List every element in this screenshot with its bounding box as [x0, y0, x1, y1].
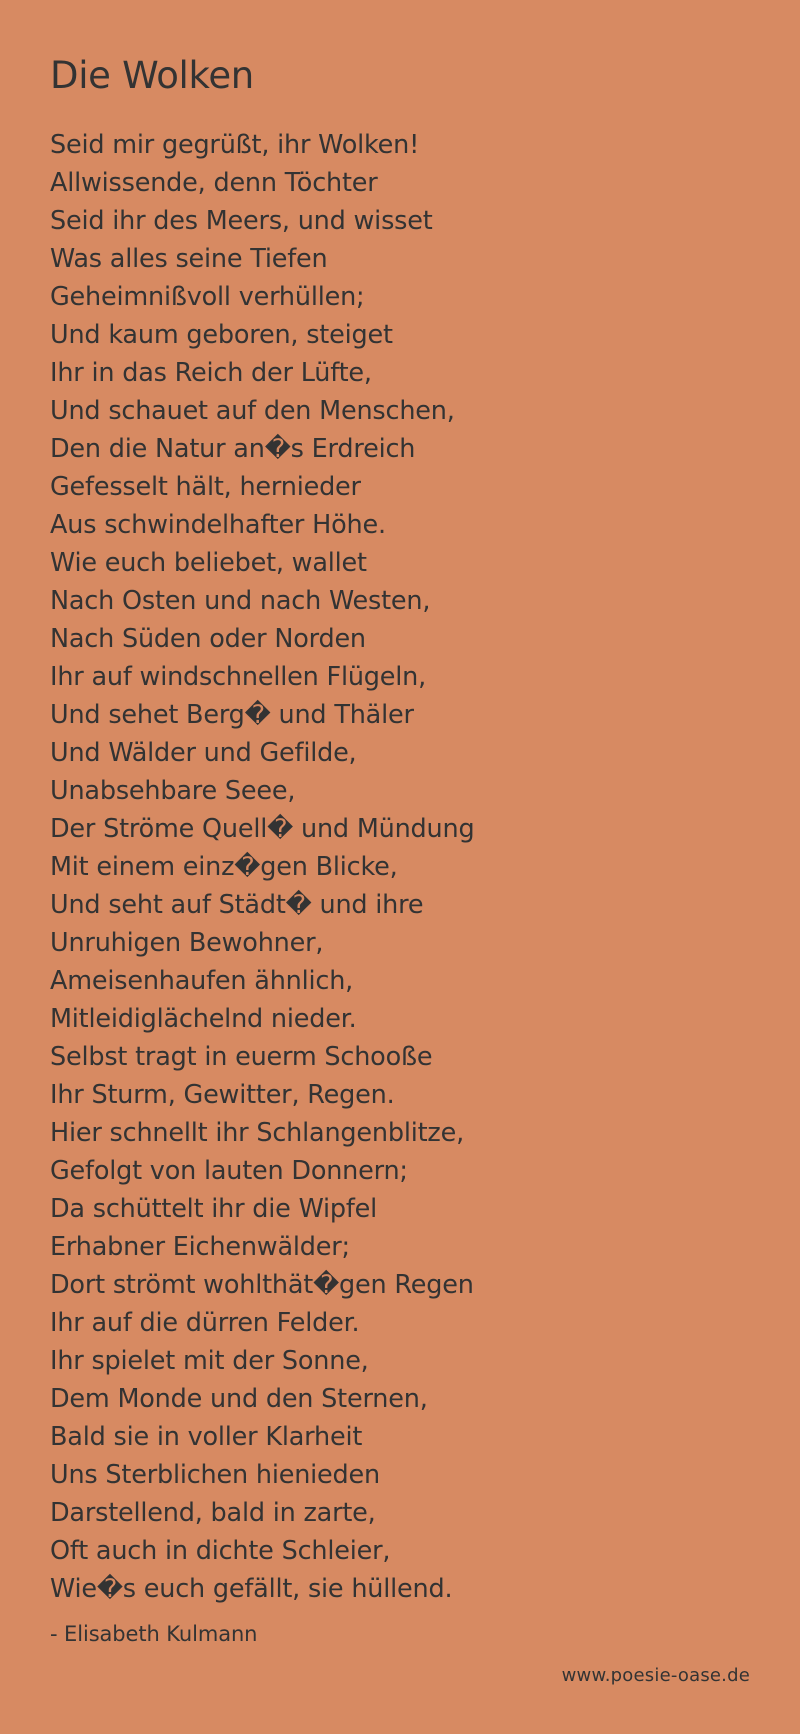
poem-line: Ihr spielet mit der Sonne, — [50, 1346, 369, 1376]
poem-line: Und sehet Berg� und Thäler — [50, 700, 414, 730]
poem-line: Und Wälder und Gefilde, — [50, 738, 357, 768]
poem-line: Und kaum geboren, steiget — [50, 320, 393, 350]
poem-author: - Elisabeth Kulmann — [50, 1622, 258, 1646]
poem-line: Ihr auf windschnellen Flügeln, — [50, 662, 427, 692]
poem-line: Allwissende, denn Töchter — [50, 168, 378, 198]
poem-line: Hier schnellt ihr Schlangenblitze, — [50, 1118, 464, 1148]
poem-line: Selbst tragt in euerm Schooße — [50, 1042, 433, 1072]
poem-lines — [50, 126, 750, 1608]
poem-line: Mitleidiglächelnd nieder. — [50, 1004, 357, 1034]
poem-line: Seid ihr des Meers, und wisset — [50, 206, 433, 236]
poem-line: Seid mir gegrüßt, ihr Wolken! — [50, 130, 420, 160]
poem-line: Unruhigen Bewohner, — [50, 928, 324, 958]
poem-line: Bald sie in voller Klarheit — [50, 1422, 363, 1452]
poem-title: Die Wolken — [50, 54, 254, 97]
poem-line: Den die Natur an�s Erdreich — [50, 434, 416, 464]
poem-line: Wie euch beliebet, wallet — [50, 548, 367, 578]
poem-line: Gefesselt hält, hernieder — [50, 472, 361, 502]
poem-line: Uns Sterblichen hienieden — [50, 1460, 380, 1490]
poem-line: Was alles seine Tiefen — [50, 244, 328, 274]
poem-line: Wie�s euch gefällt, sie hüllend. — [50, 1574, 453, 1604]
poem-line: Ihr in das Reich der Lüfte, — [50, 358, 372, 388]
poem-line: Ameisenhaufen ähnlich, — [50, 966, 354, 996]
poem-line: Nach Süden oder Norden — [50, 624, 366, 654]
poem-line: Unabsehbare Seee, — [50, 776, 296, 806]
poem-line: Dem Monde und den Sternen, — [50, 1384, 428, 1414]
poem-line: Erhabner Eichenwälder; — [50, 1232, 350, 1262]
poem-line: Ihr Sturm, Gewitter, Regen. — [50, 1080, 395, 1110]
poem-line: Und seht auf Städt� und ihre — [50, 890, 424, 920]
poem-card — [50, 52, 750, 1649]
poem-line: Mit einem einz�gen Blicke, — [50, 852, 398, 882]
poem-line: Oft auch in dichte Schleier, — [50, 1536, 391, 1566]
poem-line: Aus schwindelhafter Höhe. — [50, 510, 386, 540]
poem-line: Da schüttelt ihr die Wipfel — [50, 1194, 378, 1224]
poem-line: Geheimnißvoll verhüllen; — [50, 282, 365, 312]
poem-line: Darstellend, bald in zarte, — [50, 1498, 376, 1528]
poem-line: Dort strömt wohlthät�gen Regen — [50, 1270, 474, 1300]
poem-line: Und schauet auf den Menschen, — [50, 396, 455, 426]
poem-line: Ihr auf die dürren Felder. — [50, 1308, 360, 1338]
poem-line: Gefolgt von lauten Donnern; — [50, 1156, 408, 1186]
poem-line: Der Ströme Quell� und Mündung — [50, 814, 475, 844]
website-link[interactable]: www.poesie-oase.de — [561, 1665, 750, 1686]
poem-line: Nach Osten und nach Westen, — [50, 586, 431, 616]
